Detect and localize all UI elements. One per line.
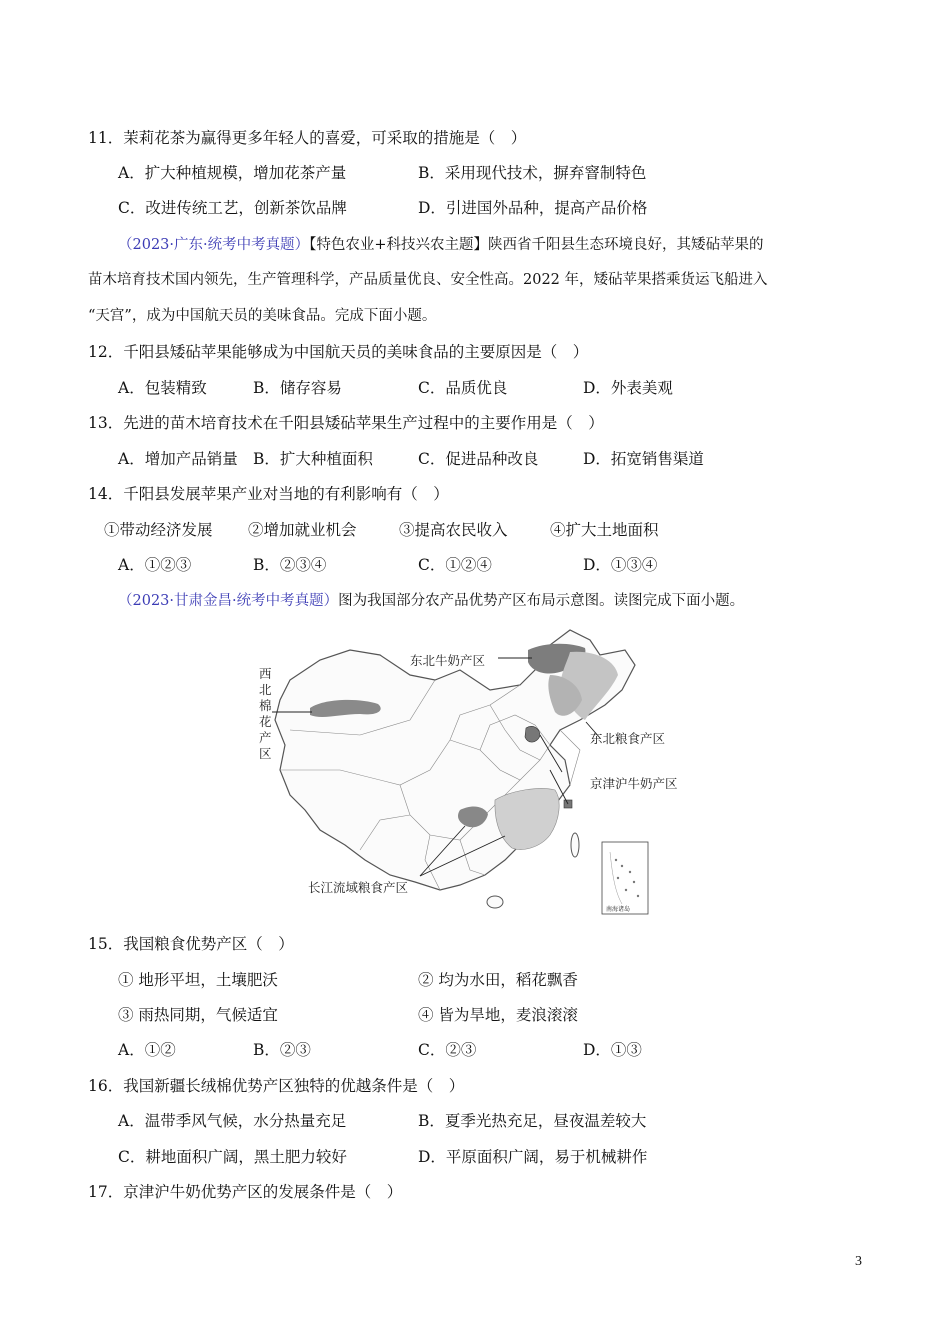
q12-option-a: A．包装精致 [118, 379, 207, 397]
nw-label-char-4: 花 [259, 714, 272, 729]
q14-option-d: D．①③④ [583, 556, 658, 574]
intro-1-line-3: “天宫”，成为中国航天员的美味食品。完成下面小题。 [88, 308, 437, 324]
question-14-stem: 14．千阳县发展苹果产业对当地的有利影响有（ ） [88, 485, 449, 503]
q11-option-b: B．采用现代技术，摒弃窨制特色 [418, 164, 647, 182]
q16-option-b: B．夏季光热充足，昼夜温差较大 [418, 1112, 647, 1130]
q12-option-c: C．品质优良 [418, 379, 508, 397]
question-13-stem: 13．先进的苗木培育技术在千阳县矮砧苹果生产过程中的主要作用是（ ） [88, 414, 604, 432]
northeast-grain-label: 东北粮食产区 [590, 731, 666, 746]
q14-item-3: ③提高农民收入 [399, 521, 508, 539]
northwest-cotton-label [259, 666, 272, 761]
q14-option-c: C．①②④ [418, 556, 492, 574]
q15-option-a: A．①② [118, 1041, 176, 1059]
q15-option-c: C．②③ [418, 1041, 477, 1059]
taiwan-shape [571, 833, 579, 857]
intro-2-source: （2023·甘肃金昌·统考中考真题） [118, 593, 339, 609]
q16-option-a: A．温带季风气候，水分热量充足 [118, 1112, 347, 1130]
hainan-shape [487, 896, 503, 908]
q16-option-d: D．平原面积广阔，易于机械耕作 [418, 1148, 648, 1166]
q14-option-b: B．②③④ [253, 556, 327, 574]
q15-option-d: D．①③ [583, 1041, 642, 1059]
q16-option-c: C．耕地面积广阔，黑土肥力较好 [118, 1148, 347, 1166]
map-svg [250, 620, 700, 920]
intro-2-line [118, 591, 744, 611]
china-agriculture-map [250, 620, 700, 920]
beijing-tianjin-milk-region [525, 726, 540, 742]
q11-option-c: C．改进传统工艺，创新茶饮品牌 [118, 199, 347, 217]
jjh-milk-label: 京津沪牛奶产区 [590, 776, 678, 791]
q14-item-1: ①带动经济发展 [104, 521, 213, 539]
q13-option-d: D．拓宽销售渠道 [583, 450, 704, 468]
q15-option-b: B．②③ [253, 1041, 311, 1059]
intro-2-text: 图为我国部分农产品优势产区布局示意图。读图完成下面小题。 [338, 593, 745, 609]
intro-1-text-1: 【特色农业+科技兴农主题】陕西省千阳县生态环境良好，其矮砧苹果的 [309, 237, 764, 253]
yangtze-grain-region-main [495, 788, 559, 849]
question-15-stem: 15．我国粮食优势产区（ ） [88, 935, 294, 953]
question-17-stem: 17．京津沪牛奶优势产区的发展条件是（ ） [88, 1183, 403, 1201]
nw-label-char-1: 西 [259, 666, 272, 681]
q15-item-3: ③ 雨热同期，气候适宜 [118, 1006, 278, 1024]
nw-label-char-2: 北 [259, 682, 272, 697]
nw-label-char-6: 区 [259, 746, 272, 761]
q14-option-a: A．①②③ [118, 556, 192, 574]
question-16-stem: 16．我国新疆长绒棉优势产区独特的优越条件是（ ） [88, 1077, 465, 1095]
q12-option-d: D．外表美观 [583, 379, 673, 397]
intro-1-line-2: 苗木培育技术国内领先，生产管理科学，产品质量优良、安全性高。2022 年，矮砧苹果搭乘货运飞船进入 [88, 272, 768, 288]
south-sea-label: 南海诸岛 [606, 906, 631, 913]
south-sea-inset [602, 842, 648, 914]
q14-item-2: ②增加就业机会 [248, 521, 357, 539]
q15-item-1: ① 地形平坦，土壤肥沃 [118, 971, 278, 989]
northeast-milk-label: 东北牛奶产区 [410, 653, 486, 668]
q13-option-a: A．增加产品销量 [118, 450, 238, 468]
q11-option-d: D．引进国外品种，提高产品价格 [418, 199, 648, 217]
q11-option-a: A．扩大种植规模，增加花茶产量 [118, 164, 347, 182]
q13-option-c: C．促进品种改良 [418, 450, 539, 468]
intro-1-line-1 [118, 235, 764, 255]
q13-option-b: B．扩大种植面积 [253, 450, 373, 468]
q15-item-2: ② 均为水田，稻花飘香 [418, 971, 578, 989]
question-12-stem: 12．千阳县矮砧苹果能够成为中国航天员的美味食品的主要原因是（ ） [88, 343, 589, 361]
q12-option-b: B．储存容易 [253, 379, 342, 397]
page-number: 3 [855, 1254, 862, 1269]
q14-item-4: ④扩大土地面积 [550, 521, 659, 539]
nw-label-char-3: 棉 [259, 698, 272, 713]
intro-1-source: （2023·广东·统考中考真题） [118, 237, 310, 253]
nw-label-char-5: 产 [259, 730, 272, 745]
yangtze-grain-label: 长江流域粮食产区 [308, 880, 409, 895]
question-11-stem: 11．茉莉花茶为赢得更多年轻人的喜爱，可采取的措施是（ ） [88, 129, 527, 147]
q15-item-4: ④ 皆为旱地，麦浪滚滚 [418, 1006, 578, 1024]
